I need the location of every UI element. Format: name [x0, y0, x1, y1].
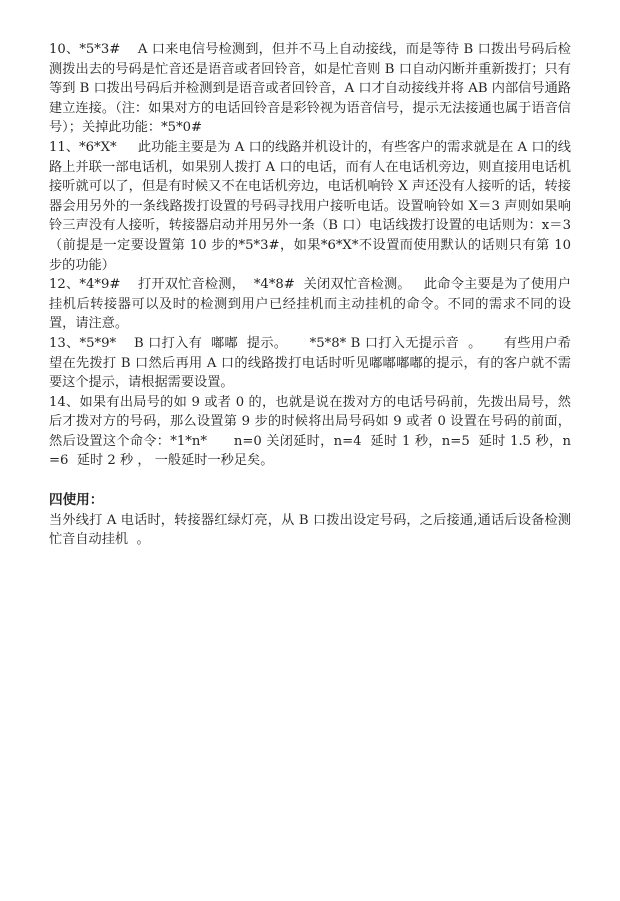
- instruction-item-10: 10、*5*3# A 口来电信号检测到，但并不马上自动接线，而是等待 B 口拨出号码后检测拨出去的号码是忙音还是语音或者回铃音，如是忙音则 B 口自动闪断并重新拨打；只有等到 B 口拨出号码后并检测到是语音或者回铃音，A 口才自动接线并将 AB 内部信号通路建立连接。（注：如果对方的电话回铃音是彩铃视为语音信号，提示无法接通也属于语音信号）；关掉此功能：*5*0#: [49, 42, 571, 136]
- section-spacer: [49, 471, 571, 491]
- instruction-item-11: 11、*6*X* 此功能主要是为 A 口的线路并机设计的，有些客户的需求就是在 A 口的线路上并联一部电话机，如果别人拨打 A 口的电话，而有人在电话机旁边，则直接用电话机接听就可以了，但是有时候又不在电话机旁边，电话机响铃 X 声还没有人接听的话，转接器会用另外的一条线路拨打设置的号码寻找用户接听电话。设置响铃如 X＝3 声则如果响铃三声没有人接听，转接器启动并用另外一条（B 口）电话线拨打设置的电话则为：x＝3（前提是一定要设置第 10 步的*5*3#，如果*6*X*不设置而使用默认的话则只有第 10 步的功能）: [49, 139, 576, 273]
- instruction-item-14: 14、如果有出局号的如 9 或者 0 的，也就是说在拨对方的电话号码前，先拨出局号，然后才拨对方的号码，那么设置第 9 步的时候将出局号码如 9 或者 0 设置在号码的前面，然后设置这个命令：*1*n* n=0 关闭延时，n=4 延时 1 秒，n=5 延时 1.5 秒，n=6 延时 2 秒 ， 一般延时一秒足矣。: [49, 394, 571, 469]
- instruction-item-12: 12、*4*9# 打开双忙音检测， *4*8# 关闭双忙音检测。 此命令主要是为了使用户挂机后转接器可以及时的检测到用户已经挂机而主动挂机的命令。不同的需求不同的设置，请注意。: [49, 277, 571, 332]
- section-heading-usage: 四使用：: [49, 492, 104, 509]
- usage-paragraph: 当外线打 A 电话时，转接器红绿灯亮，从 B 口拨出设定号码，之后接通,通话后设备检测忙音自动挂机 。: [49, 512, 571, 548]
- document-body: [49, 40, 576, 550]
- instruction-item-13: 13、*5*9* B 口打入有 嘟嘟 提示。 *5*8* B 口打入无提示音 。 有些用户希望在先拨打 B 口然后再用 A 口的线路拨打电话时听见嘟嘟嘟嘟的提示，有的客户就不需要这个提示，请根据需要设置。: [49, 335, 571, 391]
